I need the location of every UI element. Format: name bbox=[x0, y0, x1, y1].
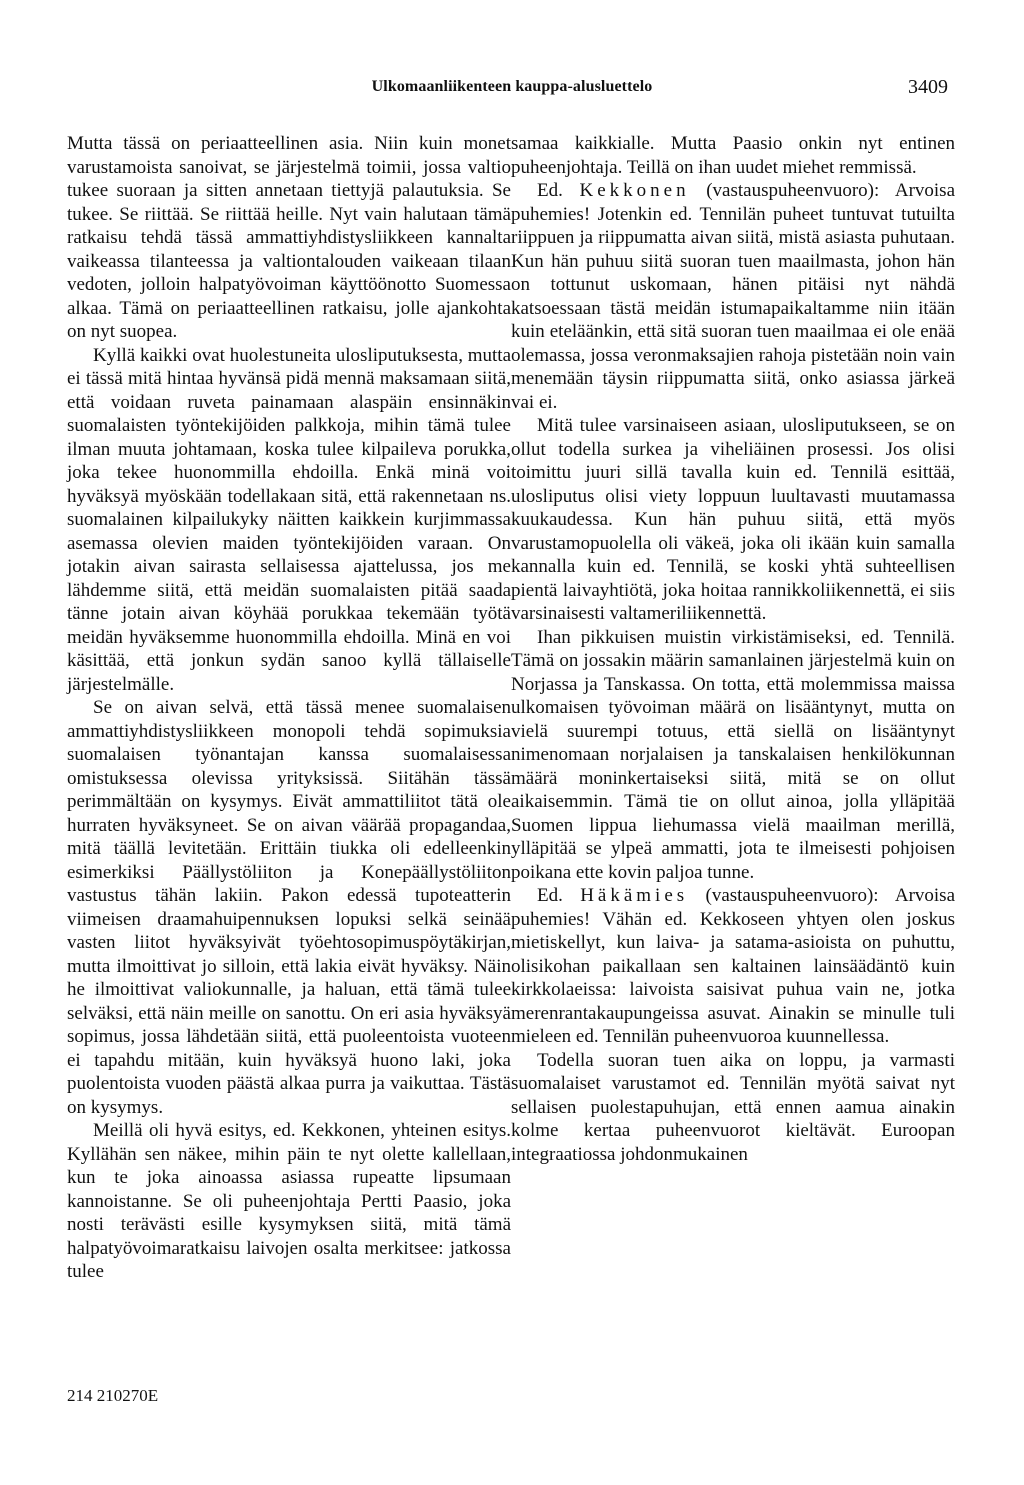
footer-code: 214 210270E bbox=[67, 1386, 159, 1405]
speaker-name: Kekkonen bbox=[579, 180, 690, 201]
speech-text: Arvoisa puhemies! Jotenkin ed. Tennilän puheet tuntuvat tutuilta riippuen ja riippumatta aivan siitä, mistä asiasta puhutaan. Kun hän puhuu siitä suoran tuen maailmasta, johon hän on tottunut uskomaan, hänen pitäisi nyt nähdä katsoessaan tästä meidän istumapaikaltamme niin itään kuin eteläänkin, että sitä suoran tuen maailmaa ei ole enää olemassa, jossa veronmaksajien rahoja pistetään noin vain menemään täysin riippumatta siitä, onko asiassa järkeä vai ei. bbox=[511, 180, 955, 413]
paragraph: Kyllä kaikki ovat huolestuneita ulosliputuksesta, mutta ei tässä mitä hintaa hyvänsä pidä mennä maksamaan siitä, että voidaan ruveta painamaan alaspäin ensinnäkin suomalaisten työntekijöiden palkkoja, mihin tämä tulee ilman muuta johtamaan, koska tulee kilpaileva porukka, joka tekee huonommilla ehdoilla. Enkä minä voi hyväksyä myöskään todellakaan sitä, että rakennetaan ns. suomalainen kilpailukyky näitten kaikkein kurjimmassa asemassa olevien maiden työntekijöiden varaan. On jotakin aivan sairasta sellaisessa ajattelussa, jos me lähdemme siitä, että meidän suomalaisten pitää saada tänne jotain aivan köyhää porukkaa tekemään työtä meidän hyväksemme huonommilla ehdoilla. Minä en voi käsittää, että jonkun sydän sanoo kyllä tällaiselle järjestelmälle. bbox=[67, 344, 511, 695]
paragraph: Meillä oli hyvä esitys, ed. Kekkonen, yhteinen esitys. Kyllähän sen näkee, mihin päin te nyt olette kallellaan, kun te joka ainoassa asiassa rupeatte lipsumaan kannoistanne. Se oli puheenjohtaja Pertti Paasio, joka nosti terävästi esille kysymyksen siitä, mitä tämä halpatyövoimaratkaisu laivojen osalta merkitsee: jatkossa tulee bbox=[67, 1120, 511, 1282]
paragraph: samaa kaikkialle. Mutta Paasio onkin nyt entinen puheenjohtaja. Teillä on ihan uudet miehet remmissä. bbox=[511, 133, 955, 178]
paragraph: Mutta tässä on periaatteellinen asia. Niin kuin monet varustamoista sanoivat, se järjestelmä toimii, jossa valtio tukee suoraan ja sitten annetaan tiettyjä palautuksia. Se tukee. Se riittää. Se riittää heille. Nyt vain halutaan tämä ratkaisu tehdä tässä ammattiyhdistysliikkeen kannalta vaikeassa tilanteessa ja valtiontalouden vaikeaan tilaan vedoten, jolloin halpatyövoiman käyttöönotto Suomessa alkaa. Tämä on periaatteellinen ratkaisu, jolle ajankohta on nyt suopea. bbox=[67, 133, 511, 342]
paragraph: Todella suoran tuen aika on loppu, ja varmasti suomalaiset varustamot ed. Tennilän myötä saivat nyt sellaisen puolestapuhujan, että ennen aamua ainakin kolme kertaa puheenvuorot kieltävät. Euroopan integraatiossa johdonmukainen bbox=[511, 1049, 955, 1165]
paragraph: Se on aivan selvä, että tässä menee suomalaisen ammattiyhdistysliikkeen monopoli tehdä sopimuksia suomalaisen työnantajan kanssa suomalaisessa omistuksessa olevissa yrityksissä. Siitähän tässä perimmältään on kysymys. Eivät ammattiliitot tätä ole hurraten hyväksyneet. Se on aivan väärää propagandaa, mitä täällä levitetään. Erittäin tiukka oli edelleenkin esimerkiksi Päällystöliiton ja Konepäällystöliiton vastustus tähän lakiin. Pakon edessä tupoteatterin viimeisen draamahuipennuksen lopuksi selkä seinää vasten liitot hyväksyivät työehtosopimuspöytäkirjan, mutta ilmoittivat jo silloin, että lakia eivät hyväksy. Näin he ilmoittivat valiokunnalle, ja haluan, että tämä tulee selväksi, että näin meille on sanottu. On eri asia hyväksyä sopimus, jossa lähdetään siitä, että puoleentoista vuoteen ei tapahdu mitään, kuin hyväksyä huono laki, joka puolentoista vuoden päästä alkaa purra ja vaikuttaa. Tästä on kysymys. bbox=[67, 697, 511, 1118]
page-number: 3409 bbox=[908, 76, 948, 98]
speaker-prefix: Ed. bbox=[537, 885, 581, 906]
speech-text: Arvoisa puhemies! Vähän ed. Kekkoseen yhtyen olen joskus mietiskellyt, kun laiva- ja satama-asioista on puhuttu, olisikohan paikallaan sen kaltainen lainsäädäntö kuin kirkkolaeissa: laivoista saisivat puhua vain ne, jotka merenrantakaupungeissa asuvat. Ainakin se minulle tuli mieleen ed. Tennilän puheenvuoroa kuunnellessa. bbox=[511, 885, 955, 1047]
speaker-role: (vastauspuheenvuoro): bbox=[688, 885, 879, 906]
running-header bbox=[0, 78, 1024, 102]
speaker-name: Häkämies bbox=[580, 885, 689, 906]
speaker-role: (vastauspuheenvuoro): bbox=[689, 180, 880, 201]
paragraph: Ihan pikkuisen muistin virkistämiseksi, ed. Tennilä. Tämä on jossakin määrin samanlainen järjestelmä kuin on Norjassa ja Tanskassa. On totta, että molemmissa maissa ulkomaisen työvoiman määrä on lisääntynyt, mutta on vielä suurempi totuus, että siellä on lisääntynyt nimenomaan norjalaisen ja tanskalaisen henkilökunnan määrä moninkertaiseksi siitä, mitä se on ollut aikaisemmin. Tämä tie on ollut ainoa, jolla ylläpitää Suomen lippua liehumassa vielä maailman merillä, ylläpitää se ylpeä ammatti, jota te ilmeisesti pohjoisen poikana ette kovin paljoa tunne. bbox=[511, 626, 955, 883]
speech-hakamies bbox=[511, 884, 955, 1049]
speaker-prefix: Ed. bbox=[537, 180, 580, 201]
left-column bbox=[67, 132, 511, 1284]
paragraph: Mitä tulee varsinaiseen asiaan, ulosliputukseen, se on ollut todella surkea ja viheliäinen prosessi. Jos olisi toimittu juuri sillä tavalla kuin ed. Tennilä esittää, ulosliputus olisi viety loppuun luultavasti muutamassa kuukaudessa. Kun hän puhuu siitä, että myös varustamopuolella oli väkeä, joka oli ikään kuin samalla kannalla kuin ed. Tennilä, se koski yhtä suhteellisen pientä laivayhtiötä, joka hoitaa rannikkoliikennettä, ei siis varsinaisesti valtameriliikennettä. bbox=[511, 415, 955, 624]
speech-kekkonen bbox=[511, 179, 955, 414]
running-title: Ulkomaanliikenteen kauppa-alusluettelo bbox=[371, 78, 653, 95]
right-column bbox=[511, 132, 955, 1166]
